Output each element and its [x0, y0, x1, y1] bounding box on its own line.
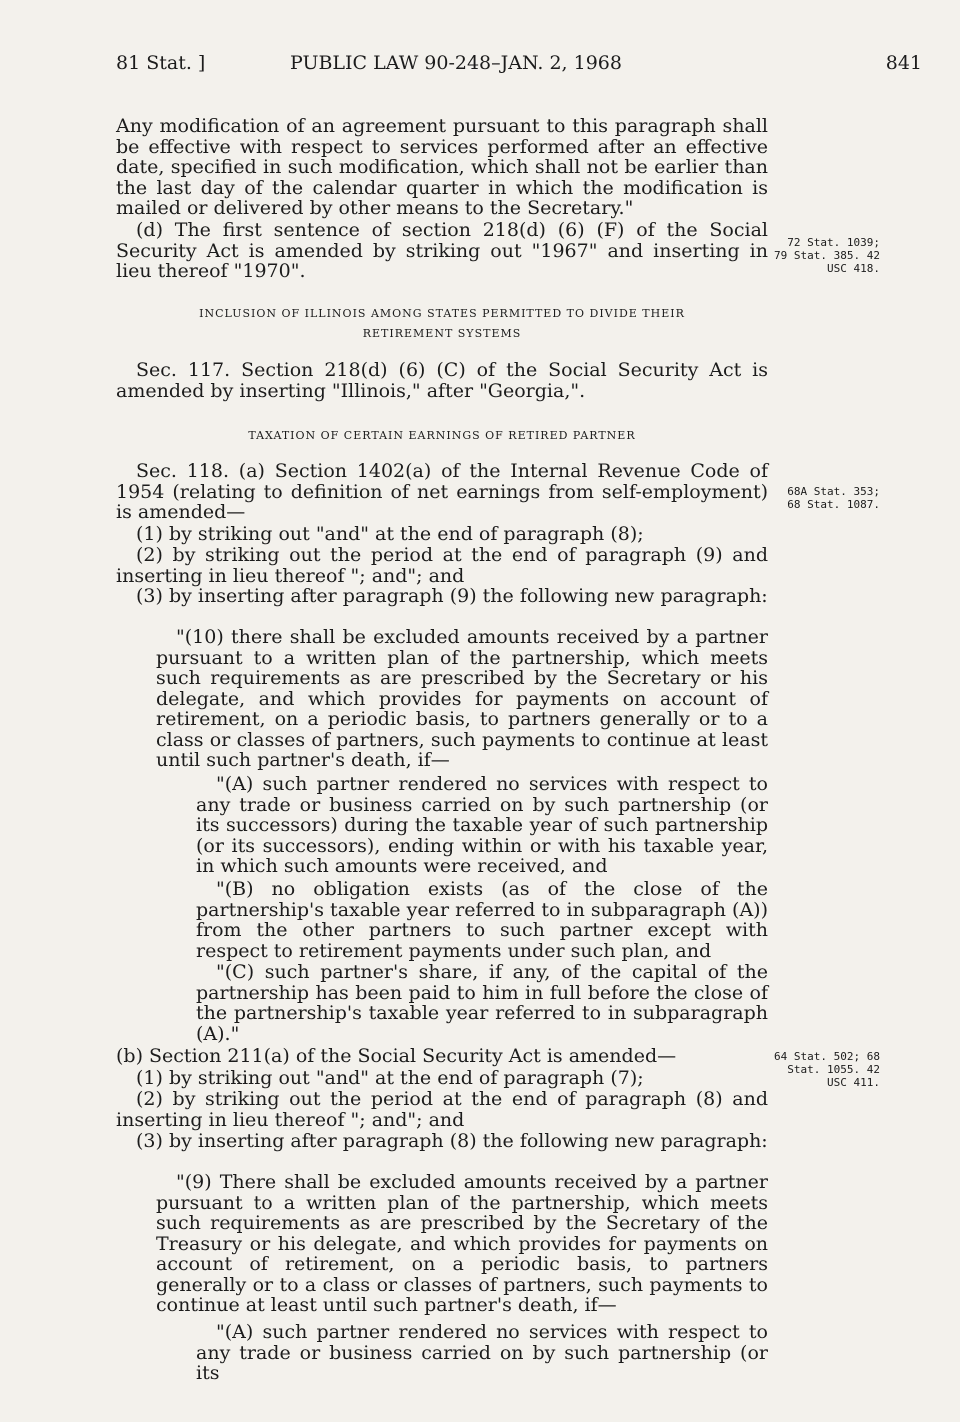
amendment-a-2: (2) by striking out the period at the end of paragraph (9) and inserting in lieu thereof "; and"; and — [116, 544, 768, 587]
amendment-a-1: (1) by striking out "and" at the end of paragraph (8); — [136, 523, 644, 545]
section-heading-taxation: TAXATION OF CERTAIN EARNINGS OF RETIRED PARTNER — [248, 429, 636, 442]
running-title: PUBLIC LAW 90-248–JAN. 2, 1968 — [290, 52, 622, 74]
clause-9-A: "(A) such partner rendered no services with respect to any trade or business carried on by such partnership (or its — [196, 1321, 768, 1384]
amendment-b-1: (1) by striking out "and" at the end of paragraph (7); — [136, 1067, 644, 1089]
new-paragraph-10: "(10) there shall be excluded amounts received by a partner pursuant to a written plan of the partnership, which meets such requirements as are prescribed by the Secretary or his delegate, and which provides for payments on account of retirement, on a periodic basis, to partners generally or to a class or classes of partners, such payments to continue at least until such partner's death, if— — [156, 626, 768, 771]
paragraph-d: (d) The first sentence of section 218(d) (6) (F) of the Social Security Act is amended by striking out "1967" and inserting in lieu thereof "1970". — [116, 219, 768, 282]
margin-note-3: 64 Stat. 502; 68 Stat. 1055. 42 USC 411. — [774, 1050, 880, 1089]
page-number: 841 — [885, 52, 922, 74]
amendment-b-2: (2) by striking out the period at the end of paragraph (8) and inserting in lieu thereof "; and"; and — [116, 1088, 768, 1131]
clause-10-C: "(C) such partner's share, if any, of the capital of the partnership has been paid to him in full before the close of the partnership's taxable year referred to in subparagraph (A)." — [196, 961, 768, 1045]
margin-note-1: 72 Stat. 1039; 79 Stat. 385. 42 USC 418. — [774, 236, 880, 275]
amendment-b-3: (3) by inserting after paragraph (8) the following new paragraph: — [136, 1130, 768, 1152]
clause-10-A: "(A) such partner rendered no services with respect to any trade or business carried on by such partnership (or its successors) during the taxable year of such partnership (or its successors), ending within or with his taxable year, in which such amounts were received, and — [196, 773, 768, 877]
stat-reference: 81 Stat. ] — [116, 52, 206, 74]
paragraph-modification: Any modification of an agreement pursuant to this paragraph shall be effective with respect to services performed after an effective date, specified in such modification, which shall not be earlier than the last day of the calendar quarter in which the modification is mailed or delivered by other means to the Secretary." — [116, 115, 768, 219]
clause-10-B: "(B) no obligation exists (as of the close of the partnership's taxable year referred to in subparagraph (A)) from the other partners to such partner except with respect to retirement payments under such plan, and — [196, 878, 768, 962]
section-118-b: (b) Section 211(a) of the Social Security Act is amended— — [116, 1045, 677, 1067]
amendment-a-3: (3) by inserting after paragraph (9) the following new paragraph: — [136, 585, 768, 607]
new-paragraph-9: "(9) There shall be excluded amounts received by a partner pursuant to a written plan of the partnership, which meets such requirements as are prescribed by the Secretary of the Treasury or his delegate, and which provides for payments on account of retirement, on a periodic basis, to partners generally or to a class or classes of partners, such payments to continue at least until such partner's death, if— — [156, 1171, 768, 1316]
section-heading-illinois: INCLUSION OF ILLINOIS AMONG STATES PERMITTED TO DIVIDE THEIR RETIREMENT SYSTEMS — [199, 307, 685, 340]
section-117: Sec. 117. Section 218(d) (6) (C) of the Social Security Act is amended by inserting "Illinois," after "Georgia,". — [116, 359, 768, 402]
section-118-a: Sec. 118. (a) Section 1402(a) of the Internal Revenue Code of 1954 (relating to definition of net earnings from self-employment) is amended— — [116, 460, 768, 523]
margin-note-2: 68A Stat. 353; 68 Stat. 1087. — [787, 485, 880, 511]
